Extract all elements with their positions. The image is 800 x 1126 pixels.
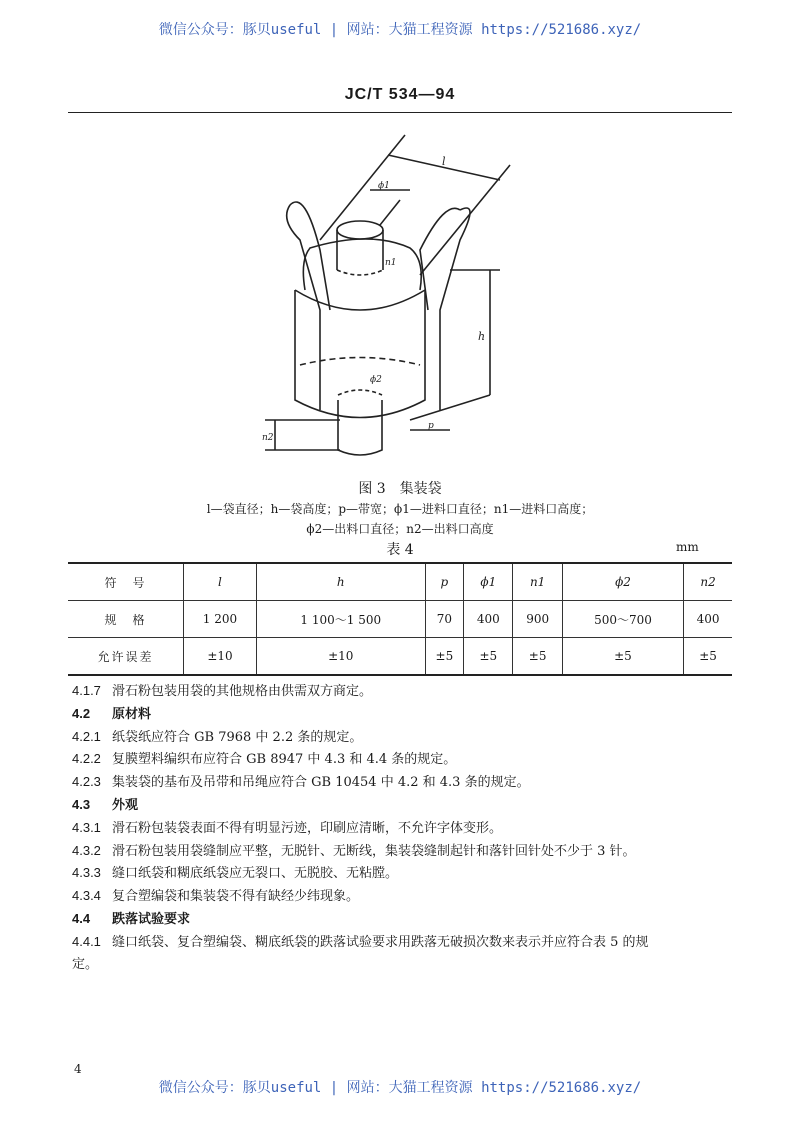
table-cell: 400 [464, 601, 513, 638]
clause [72, 771, 732, 794]
table-cell: 900 [513, 601, 562, 638]
table-cell: n2 [684, 563, 732, 601]
figure-legend-2: ϕ2—出料口直径；n2—出料口高度 [306, 522, 494, 536]
header-rule [68, 112, 732, 113]
table-row [68, 638, 732, 676]
label-phi2: ϕ2 [370, 375, 382, 385]
label-h: h [478, 330, 486, 343]
watermark-top: 微信公众号：豚贝useful | 网站：大猫工程资源 https://521686.xyz/ [158, 22, 642, 38]
figure-title: 图 3 集装袋 [358, 481, 442, 497]
table-cell: p [425, 563, 464, 601]
table-cell: l [184, 563, 257, 601]
clause-text: 缝口纸袋和糊底纸袋应无裂口、无脱胶、无粘膛。 [112, 866, 399, 882]
table-cell: ±10 [256, 638, 425, 676]
clause-number: 4.3 [72, 796, 91, 812]
figure-legend-1: l—袋直径；h—袋高度；p—带宽；ϕ1—进料口直径；n1—进料口高度； [206, 502, 594, 516]
label-n2: n2 [262, 433, 274, 443]
label-n1: n1 [385, 258, 397, 268]
clause-number: 4.2.1 [72, 728, 101, 744]
clause-text: 滑石粉包装用袋缝制应平整，无脱针、无断线，集装袋缝制起针和落针回针处不少于 3 针。 [112, 843, 636, 859]
clause-number: 4.2.3 [72, 774, 101, 790]
clause-text: 复膜塑料编织布应符合 GB 8947 中 4.3 和 4.4 条的规定。 [112, 752, 457, 768]
table-title: 表 4 [386, 542, 414, 558]
watermark-bottom: 微信公众号：豚贝useful | 网站：大猫工程资源 https://521686.xyz/ [158, 1080, 642, 1096]
label-l: l [442, 155, 446, 168]
section-heading [72, 794, 732, 817]
standard-number: JC/T 534—94 [344, 86, 456, 103]
clause-number: 4.3.4 [72, 888, 101, 904]
table-cell: ±10 [184, 638, 257, 676]
clause-text: 外观 [112, 797, 139, 813]
clause-text: 滑石粉包装袋表面不得有明显污迹，印刷应清晰，不允许字体变形。 [112, 820, 503, 836]
clause-text: 复合塑编袋和集装袋不得有缺经少纬现象。 [112, 889, 360, 905]
clause-number: 4.3.3 [72, 865, 101, 881]
clause-number: 4.2.2 [72, 751, 101, 767]
table-cell: 1 200 [184, 601, 257, 638]
table-row [68, 563, 732, 601]
table-cell: 符 号 [68, 563, 184, 601]
section-heading [72, 908, 732, 931]
clause [72, 862, 732, 885]
table-cell: n1 [513, 563, 562, 601]
table-cell: 允许误差 [68, 638, 184, 676]
clause-number: 4.2 [72, 705, 91, 721]
table-cell: 500～700 [562, 601, 683, 638]
clause-number: 4.3.1 [72, 819, 101, 835]
label-p: p [428, 421, 434, 431]
clause-number: 4.4.1 [72, 933, 101, 949]
table-cell: 规 格 [68, 601, 184, 638]
table-cell: ±5 [513, 638, 562, 676]
clause-text: 集装袋的基布及吊带和吊绳应符合 GB 10454 中 4.2 和 4.3 条的规定。 [112, 775, 530, 791]
clause [72, 840, 732, 863]
page-number: 4 [74, 1062, 82, 1076]
table-cell: ϕ1 [464, 563, 513, 601]
table-cell: ±5 [425, 638, 464, 676]
table-cell: 1 100～1 500 [256, 601, 425, 638]
clause-text: 定。 [72, 956, 99, 972]
clause [72, 726, 732, 749]
clause [72, 885, 732, 908]
table-cell: ±5 [464, 638, 513, 676]
section-heading [72, 703, 732, 726]
clause [72, 680, 732, 703]
clause-text: 跌落试验要求 [112, 911, 191, 927]
clause-text: 滑石粉包装用袋的其他规格由供需双方商定。 [112, 684, 373, 699]
clause [72, 748, 732, 771]
clause-number: 4.1.7 [72, 683, 101, 698]
clause [72, 931, 732, 954]
table-cell: h [256, 563, 425, 601]
table-cell: 400 [684, 601, 732, 638]
table-cell: ±5 [562, 638, 683, 676]
clause-number: 4.4 [72, 910, 91, 926]
table-unit: mm [676, 540, 699, 554]
label-phi1: ϕ1 [378, 181, 390, 191]
clause [72, 817, 732, 840]
clause-number: 4.3.2 [72, 842, 101, 858]
spec-table [68, 562, 732, 676]
clause [72, 954, 732, 976]
table-cell: ϕ2 [562, 563, 683, 601]
clause-text: 原材料 [112, 706, 152, 722]
clause-text: 纸袋纸应符合 GB 7968 中 2.2 条的规定。 [112, 729, 363, 745]
clause-text: 缝口纸袋、复合塑编袋、糊底纸袋的跌落试验要求用跌落无破损次数来表示并应符合表 5 的规 [112, 934, 649, 950]
table-cell: 70 [425, 601, 464, 638]
bulk-bag-figure [260, 130, 520, 460]
table-row [68, 601, 732, 638]
table-cell: ±5 [684, 638, 732, 676]
clause-list [72, 680, 732, 975]
